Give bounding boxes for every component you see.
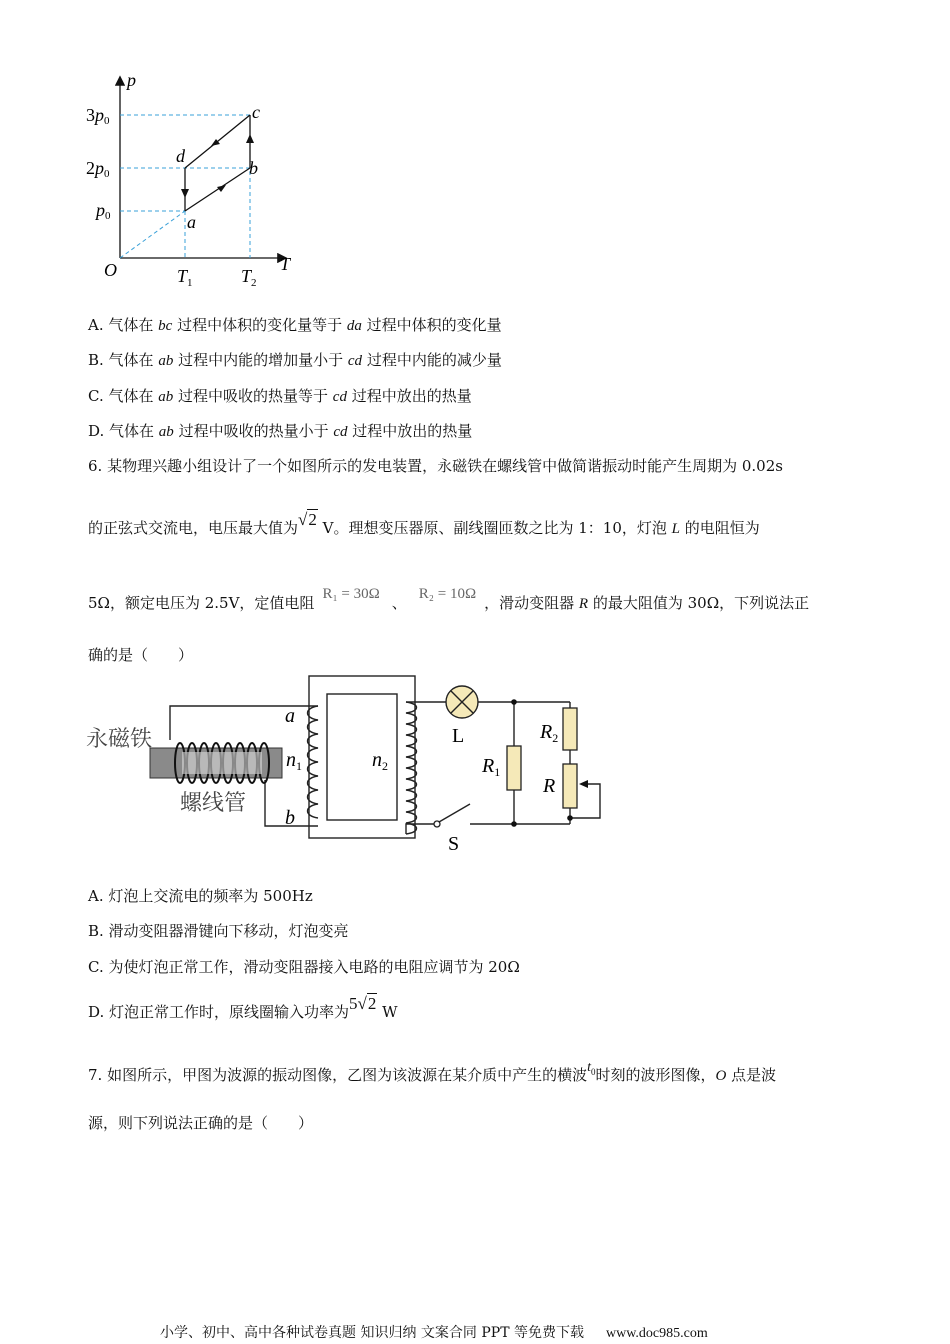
tick-3p0: 3p0 <box>86 105 110 127</box>
process-ab <box>185 168 250 211</box>
point-a: a <box>187 212 196 232</box>
tick-p0: p0 <box>96 200 111 222</box>
q7-line-2: 源，则下列说法正确的是（ ） <box>88 1114 314 1132</box>
q6-option-c: C. 为使灯泡正常工作，滑动变阻器接入电路的电阻应调节为 20Ω <box>88 958 520 976</box>
p-t-graph <box>80 70 310 295</box>
tick-t2: $T_2$ <box>241 266 257 289</box>
point-b: b <box>249 158 258 178</box>
resistor-r2 <box>563 708 577 750</box>
q5-option-c: C. 气体在 ab 过程中吸收的热量等于 cd 过程中放出的热量 <box>88 387 472 405</box>
r2-label: $R_2$ <box>540 721 559 745</box>
transformer-core-inner <box>327 694 397 820</box>
tick-t1: $T_1$ <box>177 266 193 289</box>
rheostat-arrow <box>579 780 588 788</box>
r2-equation: R₂ = 10Ω <box>418 586 477 602</box>
wire-primary-top <box>170 706 318 740</box>
n2-label: $n_2$ <box>372 749 388 773</box>
q6-line-1: 6. 某物理兴趣小组设计了一个如图所示的发电装置，永磁铁在螺线管中做简谐振动时能产生周期为 0.02s <box>88 457 783 475</box>
page-footer <box>160 1322 708 1342</box>
solenoid-core-highlight <box>182 752 262 774</box>
footer-url[interactable]: www.doc985.com <box>605 1326 708 1341</box>
y-axis-label: p <box>127 70 136 90</box>
point-d: d <box>176 146 185 166</box>
guide-origin-a <box>120 211 185 258</box>
switch-terminal <box>434 821 440 827</box>
arrow-da <box>181 189 189 198</box>
arrow-ab <box>217 185 226 192</box>
q6-line-3: 5Ω，额定电压为 2.5V，定值电阻 R₁ = 30Ω 、 R₂ = 10Ω ，滑动变阻器 R 的最大阻值为 30Ω，下列说法正 <box>88 586 810 612</box>
junction-bottom-left <box>511 821 517 827</box>
lamp-label: L <box>452 725 465 747</box>
n1-label: $n_1$ <box>286 749 302 773</box>
sqrt-2: √2 <box>298 510 317 529</box>
arrow-bc <box>246 134 254 143</box>
magnet-label: 永磁铁 <box>86 726 153 751</box>
switch-label: S <box>448 833 460 855</box>
tick-2p0: 2p0 <box>86 158 110 180</box>
q6-line-2: 的正弦式交流电，电压最大值为√2 V。理想变压器原、副线圈匝数之比为 1：10，灯泡 L 的电阻恒为 <box>88 510 760 537</box>
r1-equation: R₁ = 30Ω <box>322 586 380 602</box>
resistor-r1 <box>507 746 521 790</box>
switch-blade <box>439 804 470 822</box>
q6-option-d: D. 灯泡正常工作时，原线圈输入功率为5√2 W <box>88 994 398 1021</box>
circuit-diagram <box>82 668 612 858</box>
t0-symbol: $t_0$ <box>587 1060 596 1077</box>
transformer-core-outer <box>309 676 415 838</box>
rheostat-r <box>563 764 577 808</box>
5-sqrt-2: 5√2 <box>349 994 377 1013</box>
r-label: R <box>543 775 556 797</box>
r1-label: $R_1$ <box>482 755 501 779</box>
solenoid-label: 螺线管 <box>180 790 247 815</box>
q6-option-a: A. 灯泡上交流电的频率为 500Hz <box>88 887 313 905</box>
origin-label: O <box>104 260 117 280</box>
junction-top <box>511 699 517 705</box>
q7-line-1: 7. 如图所示，甲图为波源的振动图像，乙图为该波源在某介质中产生的横波$t_0$时刻的波形图像，O 点是波 <box>88 1060 777 1084</box>
terminal-a-label: a <box>285 705 295 727</box>
terminal-b-label: b <box>285 807 295 829</box>
junction-bottom-right <box>567 815 573 821</box>
q5-option-b: B. 气体在 ab 过程中内能的增加量小于 cd 过程中内能的减少量 <box>88 351 502 369</box>
q6-line-4: 确的是（ ） <box>88 646 194 664</box>
q5-option-d: D. 气体在 ab 过程中吸收的热量小于 cd 过程中放出的热量 <box>88 422 473 440</box>
x-axis-label: T <box>280 254 291 274</box>
footer-text: 小学、初中、高中各种试卷真题 知识归纳 文案合同 PPT 等免费下载 <box>160 1325 584 1341</box>
q5-option-a: A. 气体在 bc 过程中体积的变化量等于 da 过程中体积的变化量 <box>88 316 502 334</box>
q6-option-b: B. 滑动变阻器滑键向下移动，灯泡变亮 <box>88 922 349 940</box>
point-c: c <box>252 102 260 122</box>
